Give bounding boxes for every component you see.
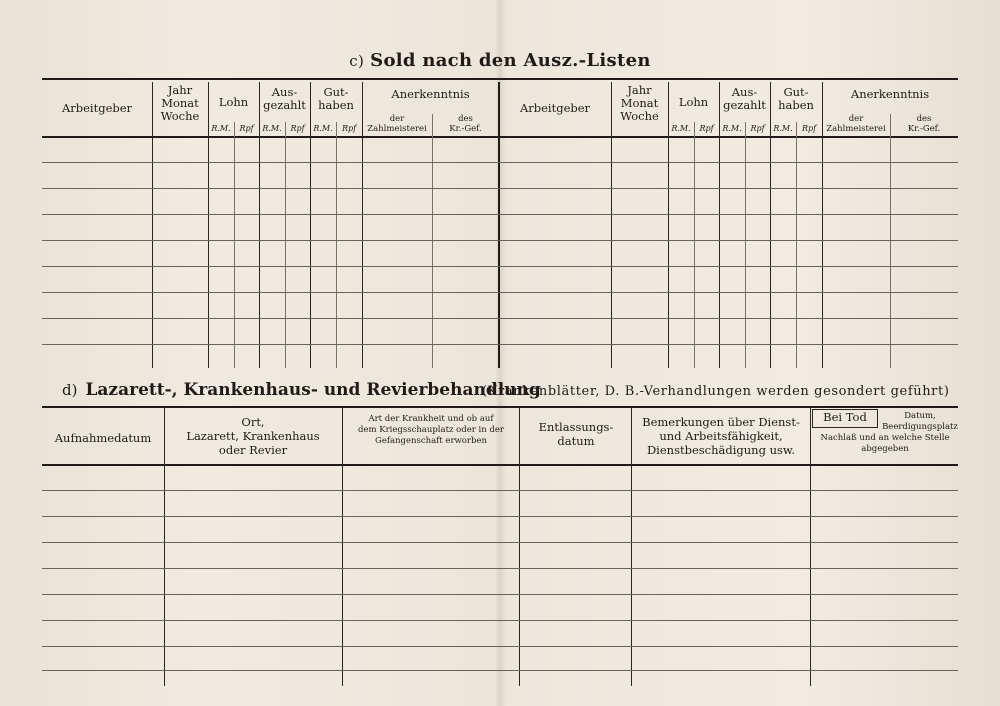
divider bbox=[342, 408, 343, 686]
col-lohn-left: Lohn bbox=[218, 95, 249, 109]
divider bbox=[631, 408, 632, 686]
row-line bbox=[42, 568, 958, 569]
sub-divider bbox=[234, 122, 235, 368]
sub-divider bbox=[694, 122, 695, 368]
label-beerdigungsplatz: Beerdigungsplatz bbox=[882, 422, 958, 432]
label-der: der bbox=[848, 114, 864, 124]
divider bbox=[310, 82, 311, 368]
divider bbox=[810, 408, 811, 686]
sub-divider bbox=[890, 114, 891, 368]
row-line bbox=[42, 490, 958, 491]
row-line bbox=[42, 594, 958, 595]
row-line bbox=[42, 670, 958, 671]
sub-divider bbox=[796, 122, 797, 368]
label-zahlmeisterei: Zahlmeisterei bbox=[367, 124, 427, 134]
label-woche: Woche bbox=[160, 109, 200, 123]
label-bem-2: und Arbeitsfähigkeit, bbox=[659, 429, 783, 443]
section-c-marker: c) bbox=[349, 52, 365, 70]
row-line bbox=[42, 240, 958, 241]
label-bem-3: Dienstbeschädigung usw. bbox=[646, 443, 796, 457]
row-line bbox=[42, 162, 958, 163]
row-line bbox=[42, 188, 958, 189]
col-ausgezahlt-right bbox=[719, 86, 770, 112]
label-gut: Gut- bbox=[783, 85, 809, 99]
center-divider bbox=[498, 82, 500, 368]
col-bemerkungen bbox=[632, 415, 810, 457]
sub-rpf: Rpf bbox=[239, 124, 254, 133]
sub-divider bbox=[745, 122, 746, 368]
section-c-title: Sold nach den Ausz.-Listen bbox=[370, 50, 651, 71]
label-gezahlt: gezahlt bbox=[723, 98, 766, 112]
divider bbox=[822, 82, 823, 368]
col-krgef-left bbox=[432, 114, 499, 134]
label-datum: datum bbox=[557, 434, 595, 448]
label-aus: Aus- bbox=[731, 85, 758, 99]
sub-rpf: Rpf bbox=[699, 124, 714, 133]
row-line bbox=[42, 344, 958, 345]
col-jahr-monat-woche-left bbox=[152, 84, 208, 123]
label-zahlmeisterei: Zahlmeisterei bbox=[826, 124, 886, 134]
col-zahlmeisterei-left bbox=[362, 114, 432, 134]
col-arbeitgeber-left: Arbeitgeber bbox=[61, 101, 133, 115]
divider bbox=[770, 82, 771, 368]
col-arbeitgeber-right: Arbeitgeber bbox=[519, 101, 591, 115]
col-anerkenntnis-right: Anerkenntnis bbox=[850, 87, 930, 101]
label-art-2: dem Kriegsschauplatz oder in der bbox=[358, 425, 504, 435]
label-der: der bbox=[389, 114, 405, 124]
divider bbox=[611, 82, 612, 368]
label-bem-1: Bemerkungen über Dienst- bbox=[642, 415, 800, 429]
sub-rm: R.M. bbox=[671, 124, 691, 133]
section-c-heading bbox=[0, 50, 1000, 71]
label-gezahlt: gezahlt bbox=[263, 98, 306, 112]
divider bbox=[259, 82, 260, 368]
divider bbox=[208, 82, 209, 368]
col-entlassungsdatum bbox=[520, 420, 632, 448]
table-top-rule bbox=[42, 78, 958, 80]
label-revier: oder Revier bbox=[218, 443, 288, 457]
sub-divider bbox=[336, 122, 337, 368]
row-line bbox=[42, 214, 958, 215]
section-d-marker: d) bbox=[62, 381, 78, 399]
col-guthaben-right bbox=[770, 86, 822, 112]
sub-rm: R.M. bbox=[722, 124, 742, 133]
col-aufnahmedatum: Aufnahmedatum bbox=[54, 431, 152, 445]
sub-rm: R.M. bbox=[773, 124, 793, 133]
bei-tod-box: Bei Tod bbox=[812, 409, 878, 428]
label-abgegeben: abgegeben bbox=[861, 444, 909, 454]
sub-rm: R.M. bbox=[313, 124, 333, 133]
label-woche: Woche bbox=[620, 109, 659, 123]
divider bbox=[152, 82, 153, 368]
divider bbox=[164, 408, 165, 686]
label-entlassungs: Entlassungs- bbox=[538, 420, 614, 434]
divider bbox=[362, 82, 363, 368]
sold-table bbox=[42, 78, 958, 368]
col-zahlmeisterei-right bbox=[822, 114, 890, 134]
label-monat: Monat bbox=[620, 96, 659, 110]
row-line bbox=[42, 318, 958, 319]
label-krgef: Kr.-Gef. bbox=[907, 124, 941, 134]
sub-rpf: Rpf bbox=[750, 124, 765, 133]
divider bbox=[668, 82, 669, 368]
row-line bbox=[42, 266, 958, 267]
col-art-der-krankheit bbox=[342, 414, 520, 447]
col-datum-nachlass bbox=[812, 411, 958, 455]
sub-rm: R.M. bbox=[211, 124, 231, 133]
sub-divider bbox=[285, 122, 286, 368]
sub-rm: R.M. bbox=[262, 124, 282, 133]
label-des: des bbox=[458, 114, 473, 124]
row-line bbox=[42, 516, 958, 517]
label-des: des bbox=[916, 114, 932, 124]
label-krgef: Kr.-Gef. bbox=[449, 124, 482, 134]
header-bottom-rule bbox=[42, 464, 958, 466]
row-line bbox=[42, 646, 958, 647]
section-d-heading bbox=[62, 380, 541, 400]
label-gut: Gut- bbox=[323, 85, 349, 99]
section-d-title: Lazarett-, Krankenhaus- und Revierbehandlung bbox=[85, 380, 541, 400]
label-jahr: Jahr bbox=[627, 83, 652, 97]
table-top-rule bbox=[42, 406, 958, 408]
label-monat: Monat bbox=[161, 96, 199, 110]
col-lohn-right: Lohn bbox=[678, 95, 709, 109]
col-anerkenntnis-left: Anerkenntnis bbox=[391, 87, 470, 101]
divider bbox=[519, 408, 520, 686]
header-bottom-rule bbox=[42, 136, 958, 138]
label-haben: haben bbox=[318, 98, 354, 112]
sub-rpf: Rpf bbox=[801, 124, 817, 133]
col-ort bbox=[164, 415, 342, 457]
row-line bbox=[42, 620, 958, 621]
label-jahr: Jahr bbox=[167, 83, 193, 97]
row-line bbox=[42, 542, 958, 543]
label-aus: Aus- bbox=[271, 85, 298, 99]
lazarett-table bbox=[42, 406, 958, 688]
label-art-1: Art der Krankheit und ob auf bbox=[368, 414, 494, 424]
label-ort: Ort, bbox=[241, 415, 265, 429]
label-lazarett: Lazarett, Krankenhaus bbox=[186, 429, 320, 443]
divider bbox=[719, 82, 720, 368]
col-jahr-monat-woche-right bbox=[611, 84, 668, 123]
label-nachlass: Nachlaß und an welche Stelle bbox=[820, 433, 950, 443]
section-d-note: (Krankenblätter, D. B.-Verhandlungen werden gesondert geführt) bbox=[482, 384, 950, 399]
col-guthaben-left bbox=[310, 86, 362, 112]
label-art-3: Gefangenschaft erworben bbox=[375, 436, 487, 446]
col-krgef-right bbox=[890, 114, 958, 134]
label-datum-komma: Datum, bbox=[904, 411, 936, 421]
sub-rpf: Rpf bbox=[341, 124, 357, 133]
sub-rpf: Rpf bbox=[290, 124, 305, 133]
label-haben: haben bbox=[778, 98, 814, 112]
row-line bbox=[42, 292, 958, 293]
col-ausgezahlt-left bbox=[259, 86, 310, 112]
sub-divider bbox=[432, 114, 433, 368]
